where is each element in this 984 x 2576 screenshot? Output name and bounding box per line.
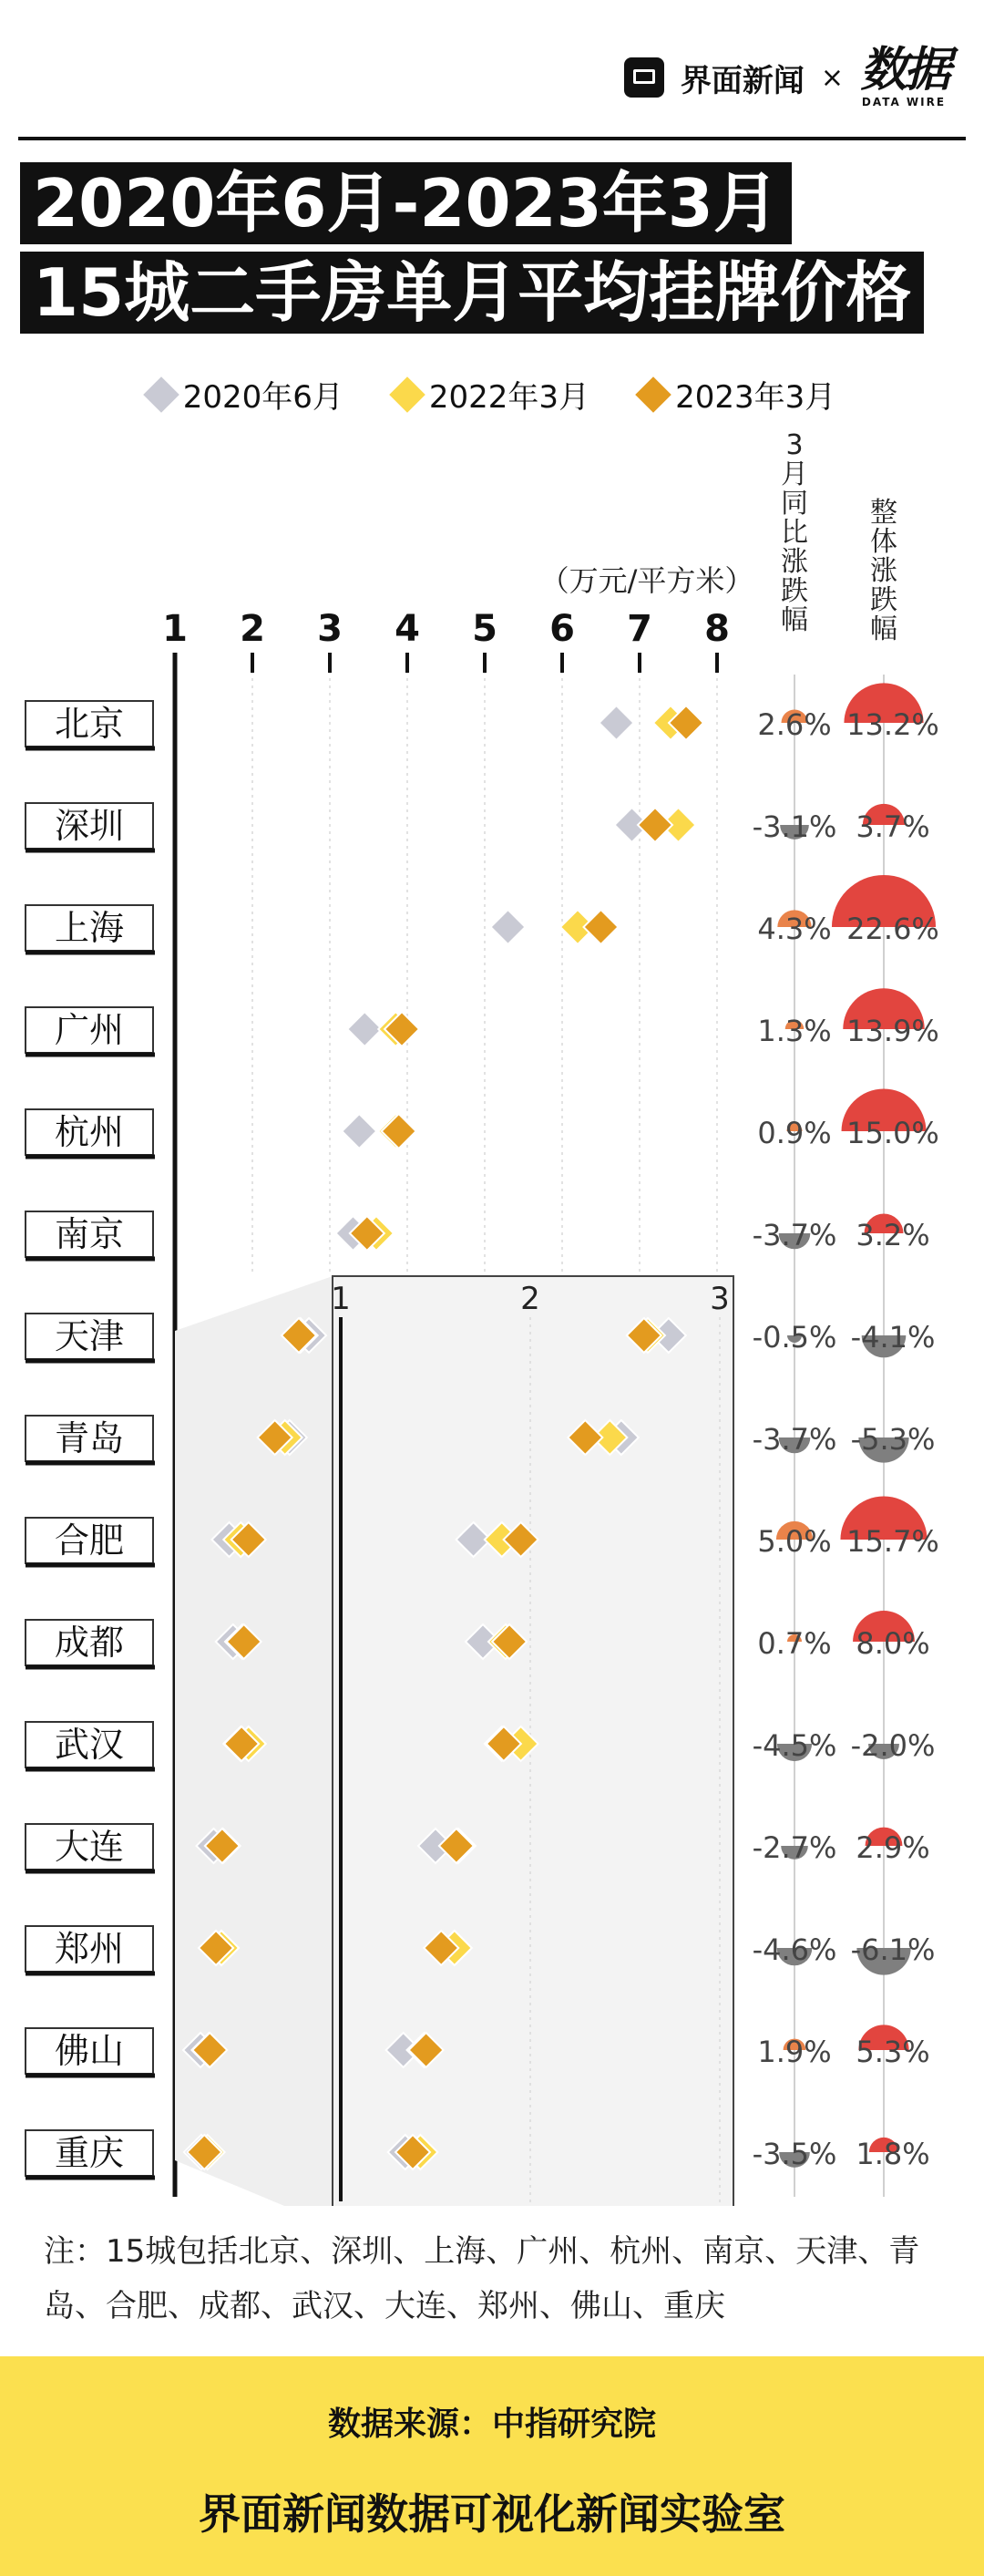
- legend-diamond-icon: [389, 376, 425, 413]
- total-value: 15.7%: [846, 1524, 939, 1559]
- header-char: 体: [870, 526, 897, 558]
- yoy-value: -0.5%: [752, 1320, 837, 1355]
- total-value: 5.3%: [856, 2035, 930, 2069]
- header-char: 涨: [870, 555, 897, 587]
- yoy-value: 1.9%: [757, 2035, 832, 2069]
- legend-label: 2023年3月: [675, 379, 836, 416]
- axis-tick-label: 1: [162, 608, 188, 650]
- title-line-1: 2020年6月-2023年3月: [20, 162, 792, 244]
- axis-tick-label: 3: [317, 608, 343, 650]
- yoy-value: -2.7%: [752, 1830, 837, 1865]
- city-row: [26, 803, 930, 850]
- footnote: 注：15城包括北京、深圳、上海、广州、杭州、南京、天津、青岛、合肥、成都、武汉、大连、郑州、佛山、重庆: [44, 2233, 920, 2324]
- dot-2023: [382, 1114, 416, 1149]
- yoy-value: -4.6%: [752, 1932, 837, 1967]
- axis-tick-label: 8: [704, 608, 730, 650]
- city-label: 大连: [54, 1827, 125, 1867]
- top-divider: [18, 137, 966, 140]
- city-row: [26, 1211, 930, 1259]
- yoy-value: -3.7%: [752, 1422, 837, 1457]
- yoy-value: 5.0%: [757, 1524, 832, 1559]
- total-value: 1.8%: [856, 2137, 930, 2171]
- header-char: 跌: [870, 584, 897, 616]
- brand-name: 界面新闻: [680, 62, 805, 99]
- dot-2023: [584, 910, 619, 944]
- city-row: [26, 1089, 939, 1157]
- axis-tick-label: 7: [627, 608, 652, 650]
- axis-tick-label: 2: [240, 608, 265, 650]
- yoy-value: 0.7%: [757, 1626, 832, 1661]
- yoy-value: 2.6%: [757, 707, 832, 742]
- header-char: 比: [781, 517, 808, 549]
- dot-2020: [600, 706, 634, 740]
- yoy-value: 4.3%: [757, 912, 832, 946]
- legend-label: 2022年3月: [428, 379, 590, 416]
- header-char: 幅: [781, 604, 808, 636]
- brand-times: ×: [820, 61, 844, 94]
- total-value: 13.2%: [846, 707, 939, 742]
- header-char: 涨: [781, 546, 808, 578]
- city-label: 深圳: [54, 806, 125, 846]
- inset-tick-label: 2: [520, 1281, 540, 1317]
- yoy-value: 1.3%: [757, 1014, 832, 1048]
- header-char: 幅: [870, 613, 897, 645]
- legend-diamond-icon: [635, 376, 671, 413]
- total-value: -5.3%: [850, 1422, 936, 1457]
- title-line-2: 15城二手房单月平均挂牌价格: [20, 252, 924, 334]
- total-value: 3.2%: [856, 1218, 930, 1252]
- city-label: 杭州: [54, 1112, 125, 1152]
- legend-item-2022: [395, 372, 589, 417]
- total-value: 22.6%: [846, 912, 939, 946]
- yoy-value: 0.9%: [757, 1116, 832, 1150]
- city-label: 上海: [54, 908, 125, 948]
- axis-tick-label: 5: [472, 608, 497, 650]
- footer-banner: [0, 2356, 984, 2576]
- legend-item-2023: [641, 372, 835, 417]
- city-label: 佛山: [54, 2031, 125, 2071]
- header-char: 同: [781, 488, 808, 520]
- data-source: 数据来源：中指研究院: [327, 2406, 656, 2443]
- legend-item-2020: [149, 372, 343, 417]
- dot-2020: [491, 910, 526, 944]
- legend-label: 2020年6月: [182, 379, 343, 416]
- yoy-column-header: [781, 429, 808, 636]
- price-dot-chart: [0, 419, 984, 2206]
- total-value: 3.7%: [856, 809, 930, 844]
- city-label: 郑州: [54, 1929, 125, 1969]
- dot-2020: [342, 1114, 376, 1149]
- total-value: 2.9%: [856, 1830, 930, 1865]
- unit-label: （万元/平方米）: [539, 563, 754, 598]
- inset-tick-label: 1: [331, 1281, 351, 1317]
- data-wire-sub: DATA WIRE: [861, 96, 947, 108]
- city-label: 青岛: [54, 1418, 125, 1458]
- city-label: 天津: [54, 1316, 125, 1356]
- yoy-value: -3.1%: [752, 809, 837, 844]
- total-value: -4.1%: [850, 1320, 936, 1355]
- total-value: -2.0%: [850, 1728, 936, 1763]
- city-label: 广州: [54, 1010, 125, 1050]
- data-wire-main: 数据: [859, 43, 948, 98]
- total-value: 15.0%: [846, 1116, 939, 1150]
- dot-2020: [347, 1012, 382, 1046]
- city-label: 武汉: [54, 1725, 125, 1765]
- header-char: 3: [785, 429, 804, 461]
- axis-tick-label: 6: [549, 608, 575, 650]
- brand-header: [624, 36, 948, 118]
- data-wire-logo: [859, 43, 948, 108]
- total-value: 8.0%: [856, 1626, 930, 1661]
- total-value: -6.1%: [850, 1932, 936, 1967]
- city-label: 重庆: [54, 2133, 125, 2173]
- legend-diamond-icon: [143, 376, 179, 413]
- header-char: 整: [870, 497, 897, 529]
- yoy-value: -3.5%: [752, 2137, 837, 2171]
- axis-tick-label: 4: [395, 608, 420, 650]
- chart-legend: [0, 372, 984, 417]
- city-row: [26, 988, 939, 1055]
- city-row: [26, 683, 939, 748]
- header-char: 月: [781, 459, 808, 490]
- lab-credit: 界面新闻数据可视化新闻实验室: [199, 2489, 785, 2539]
- header-char: 跌: [781, 575, 808, 607]
- total-column-header: [870, 497, 897, 645]
- yoy-value: -4.5%: [752, 1728, 837, 1763]
- city-label: 南京: [54, 1214, 125, 1254]
- inset-tick-label: 3: [710, 1281, 730, 1317]
- city-label: 合肥: [54, 1520, 125, 1561]
- city-row: [26, 875, 939, 953]
- city-label: 成都: [54, 1623, 125, 1663]
- jiemian-logo-icon: [624, 57, 664, 98]
- total-value: 13.9%: [846, 1014, 939, 1048]
- city-label: 北京: [54, 704, 125, 744]
- dot-2023: [638, 808, 672, 842]
- yoy-value: -3.7%: [752, 1218, 837, 1252]
